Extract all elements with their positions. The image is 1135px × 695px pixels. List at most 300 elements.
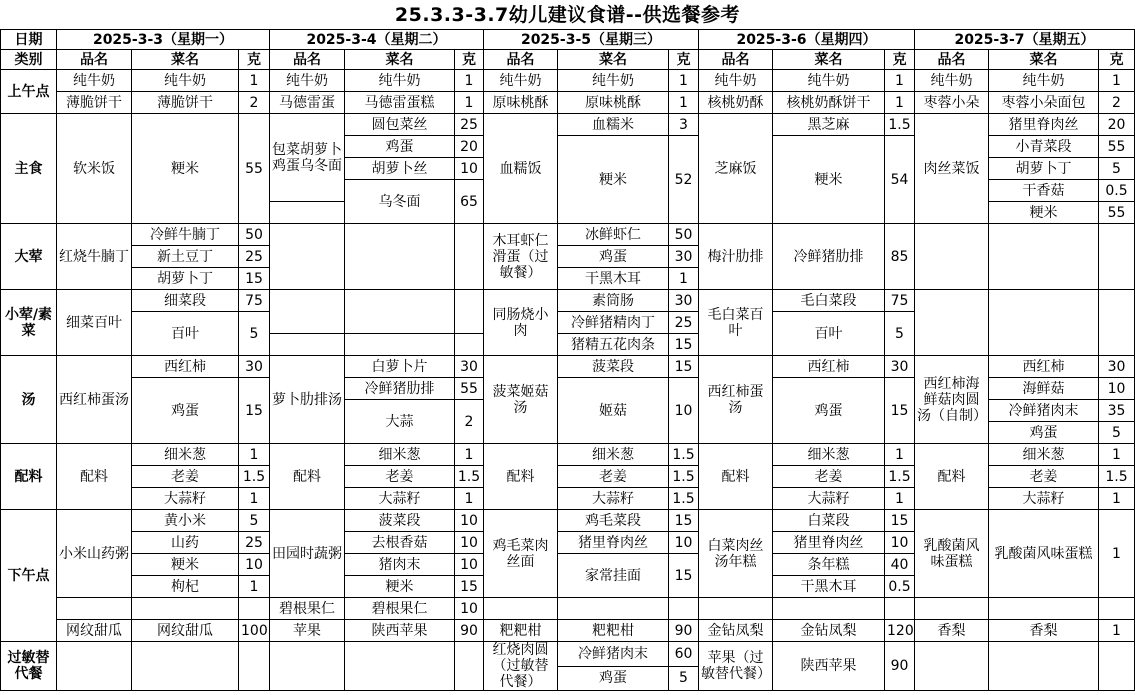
dish-name: 乳酸菌风味蛋糕 [989, 510, 1099, 598]
table-row [1, 224, 1135, 246]
gram-value [455, 290, 484, 334]
gram-value: 35 [1099, 400, 1135, 422]
item-name: 苹果 [270, 620, 345, 642]
gram-value: 1.5 [885, 466, 915, 488]
item-name [270, 334, 345, 356]
gram-value: 50 [239, 224, 270, 246]
gram-value [1099, 224, 1135, 290]
dish-name: 冷鲜猪肋排 [773, 224, 885, 290]
gram-value: 25 [455, 114, 484, 136]
item-name: 小米山药粥 [57, 510, 132, 598]
item-name: 纯牛奶 [57, 70, 132, 92]
item-name: 金钻凤梨 [699, 620, 773, 642]
dish-name: 西红柿 [773, 356, 885, 378]
item-name: 梅汁肋排 [699, 224, 773, 290]
gram-value: 55 [1099, 136, 1135, 158]
dish-name: 圆包菜丝 [345, 114, 455, 136]
gram-value: 60 [669, 642, 699, 667]
dish-name: 血糯米 [558, 114, 669, 136]
day-header-wed: 2025-3-5（星期三） [484, 30, 699, 50]
item-name [270, 224, 345, 290]
dish-name: 白菜段 [773, 510, 885, 532]
dish-name: 山药 [132, 532, 239, 554]
column-dish: 菜名 [989, 50, 1099, 70]
gram-value: 1.5 [669, 444, 699, 466]
dish-name: 香梨 [989, 620, 1099, 642]
table-row [1, 642, 1135, 667]
dish-name: 冷鲜猪精肉丁 [558, 312, 669, 334]
gram-value: 2 [1099, 92, 1135, 114]
gram-value: 30 [239, 356, 270, 378]
item-name [57, 642, 132, 691]
dish-name: 细米葱 [773, 444, 885, 466]
item-name: 田园时蔬粥 [270, 510, 345, 598]
item-name: 芝麻饭 [699, 114, 773, 224]
item-name: 毛白菜百叶 [699, 290, 773, 356]
gram-value: 1 [669, 268, 699, 290]
gram-value: 75 [885, 290, 915, 312]
gram-value: 1 [239, 576, 270, 598]
item-name: 薄脆饼干 [57, 92, 132, 114]
menu-table [0, 29, 1135, 691]
table-row [1, 598, 1135, 620]
item-name [270, 290, 345, 334]
dish-name: 老姜 [345, 466, 455, 488]
gram-value [455, 334, 484, 356]
column-item: 品名 [915, 50, 989, 70]
item-name: 配料 [57, 444, 132, 510]
dish-name: 猪肉末 [345, 554, 455, 576]
dish-name: 胡萝卜丁 [989, 158, 1099, 180]
item-name: 马德雷蛋 [270, 92, 345, 114]
gram-value: 1 [885, 92, 915, 114]
gram-value: 25 [239, 532, 270, 554]
dish-name: 陕西苹果 [773, 642, 885, 691]
dish-name: 大蒜籽 [773, 488, 885, 510]
table-row [1, 70, 1135, 92]
dish-name: 冰鲜虾仁 [558, 224, 669, 246]
dish-name: 碧根果仁 [345, 598, 455, 620]
dish-name: 粳米 [345, 576, 455, 598]
gram-value [455, 224, 484, 290]
item-name: 肉丝菜饭 [915, 114, 989, 224]
dish-name: 鸡蛋 [558, 666, 669, 691]
column-gram: 克 [455, 50, 484, 70]
item-name: 配料 [484, 444, 558, 510]
gram-value [885, 598, 915, 620]
dish-name: 核桃奶酥饼干 [773, 92, 885, 114]
item-name [484, 598, 558, 620]
gram-value: 1 [239, 488, 270, 510]
dish-name: 粑粑柑 [558, 620, 669, 642]
gram-value: 55 [455, 378, 484, 400]
page-title: 25.3.3-3.7幼儿建议食谱--供选餐参考 [394, 4, 741, 26]
dish-name [132, 598, 239, 620]
gram-value: 1.5 [885, 114, 915, 136]
gram-value: 25 [239, 246, 270, 268]
category-seasoning: 配料 [1, 444, 57, 510]
item-name: 白菜肉丝汤年糕 [699, 510, 773, 598]
item-name: 细菜百叶 [57, 290, 132, 356]
gram-value: 1 [455, 92, 484, 114]
gram-value: 1 [885, 70, 915, 92]
gram-value: 1.5 [1099, 466, 1135, 488]
item-name: 纯牛奶 [915, 70, 989, 92]
item-name: 纯牛奶 [484, 70, 558, 92]
dish-name: 原味桃酥 [558, 92, 669, 114]
item-name: 西红柿海鲜菇肉圆汤（自制） [915, 356, 989, 444]
gram-value: 3 [669, 114, 699, 136]
item-name [915, 224, 989, 290]
dish-name: 干香菇 [989, 180, 1099, 202]
dish-name: 菠菜段 [558, 356, 669, 378]
gram-value: 10 [885, 532, 915, 554]
table-row [1, 510, 1135, 532]
gram-value: 30 [885, 356, 915, 378]
gram-value: 85 [885, 224, 915, 290]
item-name: 配料 [270, 444, 345, 510]
dish-name: 百叶 [773, 312, 885, 356]
dish-name: 胡萝卜丝 [345, 158, 455, 180]
gram-value: 0.5 [1099, 180, 1135, 202]
gram-value: 1 [455, 444, 484, 466]
gram-value: 20 [1099, 114, 1135, 136]
category-snack-pm: 下午点 [1, 510, 57, 642]
dish-name [989, 290, 1099, 356]
gram-value: 15 [239, 268, 270, 290]
category-soup: 汤 [1, 356, 57, 444]
dish-name: 鸡蛋 [132, 378, 239, 444]
gram-value: 1.5 [669, 466, 699, 488]
dish-name: 枸杞 [132, 576, 239, 598]
dish-name [989, 598, 1099, 620]
column-item: 品名 [484, 50, 558, 70]
dish-name: 冷鲜猪肉末 [989, 400, 1099, 422]
column-gram: 克 [669, 50, 699, 70]
item-name: 网纹甜瓜 [57, 620, 132, 642]
item-name: 同肠烧小肉 [484, 290, 558, 356]
dish-name: 大蒜籽 [558, 488, 669, 510]
item-name: 纯牛奶 [270, 70, 345, 92]
dish-name: 乌冬面 [345, 180, 455, 224]
gram-value [239, 598, 270, 620]
dish-name: 毛白菜段 [773, 290, 885, 312]
dish-name [773, 598, 885, 620]
item-name: 粑粑柑 [484, 620, 558, 642]
item-name: 纯牛奶 [699, 70, 773, 92]
gram-value: 10 [455, 598, 484, 620]
dish-name: 鸡蛋 [989, 422, 1099, 444]
gram-value: 1 [1099, 70, 1135, 92]
item-name [915, 598, 989, 620]
item-name [270, 202, 345, 224]
item-name: 萝卜肋排汤 [270, 356, 345, 444]
dish-name: 海鲜菇 [989, 378, 1099, 400]
gram-value: 1.5 [669, 488, 699, 510]
dish-name: 粳米 [132, 554, 239, 576]
gram-value [1099, 290, 1135, 356]
dish-name: 大蒜籽 [132, 488, 239, 510]
dish-name: 百叶 [132, 312, 239, 356]
date-label: 日期 [1, 30, 57, 50]
item-name: 配料 [699, 444, 773, 510]
table-row [1, 114, 1135, 136]
gram-value [455, 642, 484, 691]
item-name: 血糯饭 [484, 114, 558, 224]
gram-value: 52 [669, 136, 699, 224]
dish-name: 粳米 [773, 136, 885, 224]
column-gram: 克 [239, 50, 270, 70]
dish-name: 纯牛奶 [345, 70, 455, 92]
dish-name: 干黑木耳 [558, 268, 669, 290]
dish-name: 冷鲜猪肉末 [558, 642, 669, 667]
item-name: 枣蓉小朵 [915, 92, 989, 114]
dish-name: 枣蓉小朵面包 [989, 92, 1099, 114]
category-meat: 大荤 [1, 224, 57, 290]
dish-name: 黑芝麻 [773, 114, 885, 136]
column-gram: 克 [885, 50, 915, 70]
gram-value: 15 [239, 378, 270, 444]
item-name: 苹果（过敏替代餐） [699, 642, 773, 691]
gram-value: 1.5 [455, 466, 484, 488]
gram-value: 10 [455, 510, 484, 532]
dish-name: 猪里脊肉丝 [773, 532, 885, 554]
gram-value: 30 [1099, 356, 1135, 378]
item-name: 包菜胡萝卜鸡蛋乌冬面 [270, 114, 345, 202]
item-name: 原味桃酥 [484, 92, 558, 114]
dish-name: 大蒜籽 [345, 488, 455, 510]
dish-name: 纯牛奶 [989, 70, 1099, 92]
column-item: 品名 [57, 50, 132, 70]
item-name: 西红柿蛋汤 [57, 356, 132, 444]
gram-value: 1 [239, 444, 270, 466]
gram-value: 20 [455, 136, 484, 158]
gram-value: 1 [455, 488, 484, 510]
dish-name: 粳米 [989, 202, 1099, 224]
dish-name [345, 334, 455, 356]
gram-value: 2 [455, 400, 484, 444]
dish-name: 西红柿 [132, 356, 239, 378]
gram-value: 55 [239, 114, 270, 224]
dish-name [989, 224, 1099, 290]
gram-value: 30 [669, 246, 699, 268]
dish-name: 细菜段 [132, 290, 239, 312]
gram-value: 120 [885, 620, 915, 642]
gram-value [239, 642, 270, 691]
dish-name: 猪精五花肉条 [558, 334, 669, 356]
gram-value: 100 [239, 620, 270, 642]
dish-name: 菠菜段 [345, 510, 455, 532]
item-name: 红烧牛腩丁 [57, 224, 132, 290]
gram-value: 5 [1099, 158, 1135, 180]
gram-value: 15 [455, 576, 484, 598]
gram-value: 15 [885, 510, 915, 532]
gram-value: 90 [885, 642, 915, 691]
gram-value: 0.5 [885, 576, 915, 598]
day-header-mon: 2025-3-3（星期一） [57, 30, 270, 50]
dish-name: 素筒肠 [558, 290, 669, 312]
gram-value: 10 [455, 158, 484, 180]
gram-value: 1 [1099, 488, 1135, 510]
gram-value: 1.5 [239, 466, 270, 488]
dish-name: 去根香菇 [345, 532, 455, 554]
dish-name: 粳米 [558, 136, 669, 224]
dish-name: 大蒜籽 [989, 488, 1099, 510]
table-row [1, 620, 1135, 642]
gram-value: 55 [1099, 202, 1135, 224]
dish-name [989, 642, 1099, 691]
item-name: 碧根果仁 [270, 598, 345, 620]
dish-name: 细米葱 [132, 444, 239, 466]
column-gram: 克 [1099, 50, 1135, 70]
column-dish: 菜名 [558, 50, 669, 70]
dish-name: 干黑木耳 [773, 576, 885, 598]
item-name [57, 598, 132, 620]
dish-name: 金钻凤梨 [773, 620, 885, 642]
dish-name [345, 290, 455, 334]
gram-value: 1 [455, 70, 484, 92]
gram-value: 30 [669, 290, 699, 312]
table-row [1, 92, 1135, 114]
dish-name: 姬菇 [558, 378, 669, 444]
dish-name: 老姜 [132, 466, 239, 488]
dish-name: 胡萝卜丁 [132, 268, 239, 290]
gram-value: 50 [669, 224, 699, 246]
day-header-fri: 2025-3-7（星期五） [915, 30, 1135, 50]
dish-name: 鸡蛋 [345, 136, 455, 158]
item-name [915, 290, 989, 356]
gram-value: 5 [885, 312, 915, 356]
item-name: 软米饭 [57, 114, 132, 224]
gram-value: 2 [239, 92, 270, 114]
dish-name: 细米葱 [558, 444, 669, 466]
gram-value: 40 [885, 554, 915, 576]
item-name [699, 598, 773, 620]
gram-value: 1 [669, 70, 699, 92]
dish-name: 粳米 [132, 114, 239, 224]
dish-name: 老姜 [773, 466, 885, 488]
gram-value: 10 [239, 554, 270, 576]
column-item: 品名 [699, 50, 773, 70]
header-column-row [1, 50, 1135, 70]
day-header-tue: 2025-3-4（星期二） [270, 30, 484, 50]
column-dish: 菜名 [773, 50, 885, 70]
gram-value: 1 [669, 92, 699, 114]
dish-name: 鸡蛋 [558, 246, 669, 268]
dish-name: 纯牛奶 [773, 70, 885, 92]
gram-value [1099, 598, 1135, 620]
category-label: 类别 [1, 50, 57, 70]
gram-value: 10 [669, 378, 699, 444]
category-allergy: 过敏替代餐 [1, 642, 57, 691]
dish-name [345, 224, 455, 290]
gram-value: 30 [455, 356, 484, 378]
header-date-row [1, 30, 1135, 50]
gram-value: 1 [885, 444, 915, 466]
item-name: 木耳虾仁滑蛋（过敏餐） [484, 224, 558, 290]
gram-value: 1 [239, 70, 270, 92]
gram-value: 5 [239, 510, 270, 532]
gram-value: 15 [669, 334, 699, 356]
dish-name: 陕西苹果 [345, 620, 455, 642]
dish-name: 新土豆丁 [132, 246, 239, 268]
gram-value: 75 [239, 290, 270, 312]
gram-value: 1 [1099, 620, 1135, 642]
category-staple: 主食 [1, 114, 57, 224]
dish-name: 黄小米 [132, 510, 239, 532]
gram-value: 1 [1099, 510, 1135, 598]
dish-name: 条年糕 [773, 554, 885, 576]
item-name: 配料 [915, 444, 989, 510]
dish-name: 小青菜段 [989, 136, 1099, 158]
item-name [915, 642, 989, 691]
gram-value: 5 [669, 666, 699, 691]
dish-name: 大蒜 [345, 400, 455, 444]
table-row [1, 290, 1135, 312]
dish-name: 猪里脊肉丝 [558, 532, 669, 554]
table-row [1, 356, 1135, 378]
gram-value: 10 [455, 554, 484, 576]
category-small-meat: 小荤/素菜 [1, 290, 57, 356]
table-row [1, 444, 1135, 466]
item-name: 菠菜姬菇汤 [484, 356, 558, 444]
dish-name: 纯牛奶 [132, 70, 239, 92]
dish-name: 猪里脊肉丝 [989, 114, 1099, 136]
gram-value [669, 598, 699, 620]
item-name [270, 642, 345, 691]
gram-value: 90 [455, 620, 484, 642]
gram-value: 15 [885, 378, 915, 444]
gram-value: 90 [669, 620, 699, 642]
gram-value: 1 [1099, 444, 1135, 466]
dish-name: 马德雷蛋糕 [345, 92, 455, 114]
gram-value: 10 [455, 532, 484, 554]
day-header-thu: 2025-3-6（星期四） [699, 30, 915, 50]
dish-name: 冷鲜牛腩丁 [132, 224, 239, 246]
gram-value: 15 [669, 356, 699, 378]
dish-name: 纯牛奶 [558, 70, 669, 92]
column-item: 品名 [270, 50, 345, 70]
dish-name: 细米葱 [345, 444, 455, 466]
gram-value: 15 [669, 554, 699, 598]
dish-name: 白萝卜片 [345, 356, 455, 378]
gram-value: 15 [669, 510, 699, 532]
category-snack-am: 上午点 [1, 70, 57, 114]
dish-name: 冷鲜猪肋排 [345, 378, 455, 400]
gram-value: 25 [669, 312, 699, 334]
column-dish: 菜名 [132, 50, 239, 70]
dish-name: 西红柿 [989, 356, 1099, 378]
dish-name: 薄脆饼干 [132, 92, 239, 114]
gram-value: 54 [885, 136, 915, 224]
gram-value: 5 [1099, 422, 1135, 444]
dish-name [132, 642, 239, 691]
item-name: 核桃奶酥 [699, 92, 773, 114]
dish-name: 网纹甜瓜 [132, 620, 239, 642]
item-name: 红烧肉圆（过敏替代餐） [484, 642, 558, 691]
item-name: 鸡毛菜肉丝面 [484, 510, 558, 598]
item-name: 乳酸菌风味蛋糕 [915, 510, 989, 598]
dish-name: 细米葱 [989, 444, 1099, 466]
dish-name: 鸡毛菜段 [558, 510, 669, 532]
dish-name [558, 598, 669, 620]
column-dish: 菜名 [345, 50, 455, 70]
gram-value: 1 [885, 488, 915, 510]
gram-value: 5 [239, 312, 270, 356]
item-name: 香梨 [915, 620, 989, 642]
dish-name: 老姜 [989, 466, 1099, 488]
dish-name [345, 642, 455, 691]
